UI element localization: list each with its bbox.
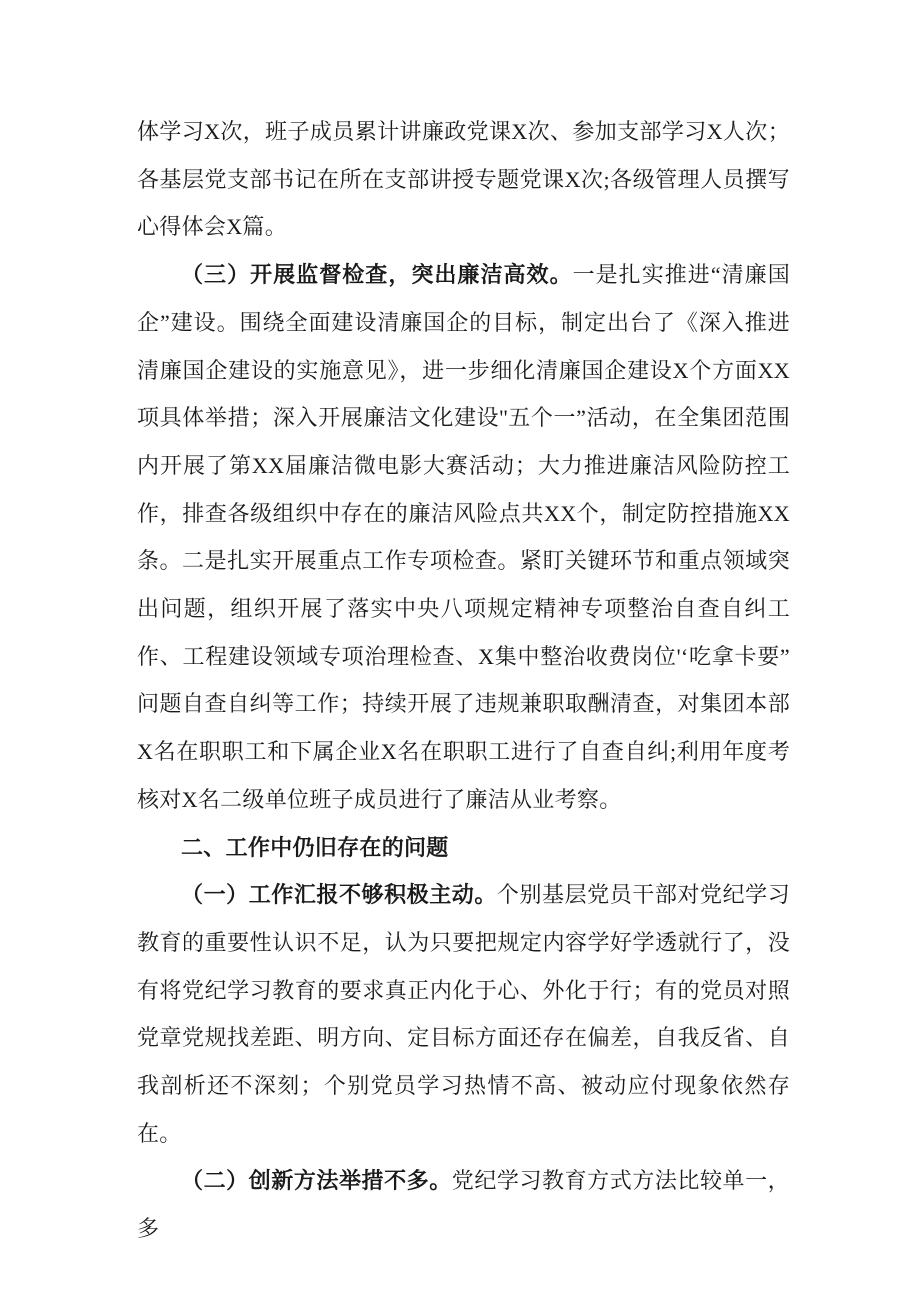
document-body	[137, 108, 790, 1253]
problem-1-body-segment: 个别基层党员干部对党纪学习教育的重要性认识不足，认为只要把规定内容学好学透就行了，没有将党纪学习教育的要求真正内化于心、外化于行；有的党员对照党章党规找差距、明方向、定目标方面还存在偏差，自我反省、自我剖析还不深刻；个别党员学习热情不高、被动应付现象依然存在。	[137, 882, 791, 1146]
section-3-paragraph	[137, 251, 790, 823]
problem-2-heading-segment: （二）创新方法举措不多。	[181, 1168, 452, 1194]
problem-2-body-segment: 党纪学习教育方式方法比较单一，多	[137, 1168, 790, 1242]
body-text-segment: 体学习X次，班子成员累计讲廉政党课X次、参加支部学习X人次；各基层党支部书记在所在支部讲授专题党课X次;各级管理人员撰写心得体会X篇。	[137, 119, 790, 240]
section-3-body-segment: 一是扎实推进“清廉国企”建设。围绕全面建设清廉国企的目标，制定出台了《深入推进清廉国企建设的实施意见》，进一步细化清廉国企建设X个方面XX项具体举措；深入开展廉洁文化建设''五个一”活动，在全集团范围内开展了第XX届廉洁微电影大赛活动；大力推进廉洁风险防控工作，排查各级组织中存在的廉洁风险点共XX个，制定防控措施XX条。二是扎实开展重点工作专项检查。紧盯关键环节和重点领域突出问题，组织开展了落实中央八项规定精神专项整治自查自纠工作、工程建设领域专项治理检查、X集中整治收费岗位'‘吃拿卡要”问题自查自纠等工作；持续开展了违规兼职取酬清查，对集团本部X名在职职工和下属企业X名在职职工进行了自查自纠;利用年度考核对X名二级单位班子成员进行了廉洁从业考察。	[137, 262, 790, 812]
chapter-2-heading	[137, 824, 790, 872]
chapter-2-heading-text: 二、工作中仍旧存在的问题	[181, 834, 449, 860]
problem-1-paragraph	[137, 871, 790, 1157]
section-3-heading-segment: （三）开展监督检查，突出廉洁高效。	[181, 262, 573, 288]
problem-2-paragraph	[137, 1157, 790, 1252]
problem-1-heading-segment: （一）工作汇报不够积极主动。	[181, 882, 497, 908]
continuation-paragraph	[137, 108, 790, 251]
